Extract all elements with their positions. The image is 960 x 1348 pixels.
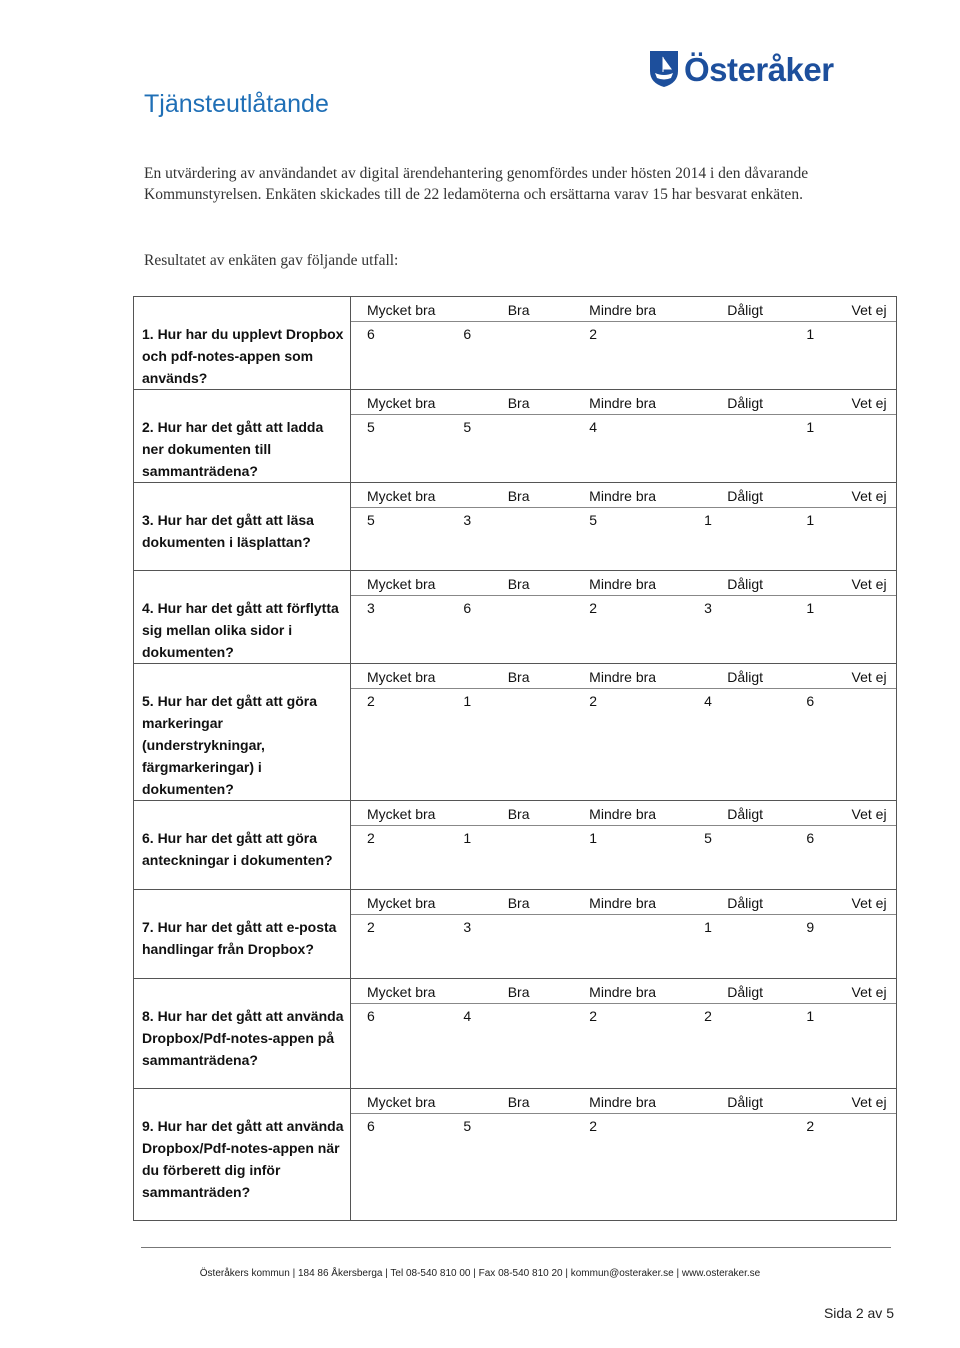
rating-header: Mindre bra bbox=[589, 806, 657, 822]
rating-value: 2 bbox=[367, 919, 375, 935]
rating-header: Vet ej bbox=[851, 895, 887, 911]
table-row bbox=[134, 890, 897, 979]
rating-values-row bbox=[351, 596, 896, 618]
rating-header: Bra bbox=[507, 488, 530, 504]
footer-divider bbox=[141, 1247, 891, 1248]
rating-header: Mindre bra bbox=[589, 576, 657, 592]
rating-header: Bra bbox=[507, 395, 530, 411]
document-title: Tjänsteutlåtande bbox=[144, 90, 329, 118]
rating-value: 2 bbox=[589, 1118, 598, 1134]
rating-header-row bbox=[351, 297, 896, 322]
table-row bbox=[134, 801, 897, 890]
rating-header-row bbox=[351, 1089, 896, 1114]
rating-header-row bbox=[351, 664, 896, 689]
rating-header: Mycket bra bbox=[367, 302, 436, 318]
intro-paragraph: En utvärdering av användandet av digital ärendehantering genomfördes under hösten 2014 i den dåvarande Kommunstyrelsen. Enkäten skickades till de 22 ledamöterna och ersättarna varav 15 har besvarat enkäten. bbox=[144, 165, 809, 203]
rating-value: 1 bbox=[704, 919, 712, 935]
footer-contact: Österåkers kommun | 184 86 Åkersberga | Tel 08-540 810 00 | Fax 08-540 810 20 | kommun@osteraker.se | www.osteraker.se bbox=[199, 1268, 761, 1279]
rating-values-row bbox=[351, 415, 896, 437]
rating-header: Mycket bra bbox=[367, 895, 436, 911]
question-cell: 4. Hur har det gått att förflytta sig mellan olika sidor i dokumenten? bbox=[134, 571, 351, 664]
rating-header: Bra bbox=[507, 895, 530, 911]
rating-header-row bbox=[351, 483, 896, 508]
rating-header: Mycket bra bbox=[367, 1094, 436, 1110]
table-row bbox=[134, 979, 897, 1089]
rating-header: Vet ej bbox=[851, 395, 887, 411]
rating-header: Vet ej bbox=[851, 576, 887, 592]
table-row bbox=[134, 571, 897, 664]
rating-header-row bbox=[351, 890, 896, 915]
question-cell: 5. Hur har det gått att göra markeringar (understrykningar, färgmarkeringar) i dokumenten? bbox=[134, 664, 351, 801]
rating-header: Mycket bra bbox=[367, 488, 436, 504]
rating-value: 3 bbox=[704, 600, 712, 616]
rating-value: 5 bbox=[704, 830, 712, 846]
answer-cell bbox=[351, 483, 897, 571]
rating-value: 1 bbox=[806, 600, 815, 616]
rating-header: Bra bbox=[507, 302, 530, 318]
question-cell: 7. Hur har det gått att e-posta handlingar från Dropbox? bbox=[134, 890, 351, 979]
rating-header: Dåligt bbox=[727, 669, 764, 685]
rating-value: 4 bbox=[704, 693, 712, 709]
rating-header: Bra bbox=[507, 1094, 530, 1110]
answer-cell bbox=[351, 1089, 897, 1221]
rating-header: Mindre bra bbox=[589, 1094, 657, 1110]
rating-header: Dåligt bbox=[727, 895, 764, 911]
rating-header: Mindre bra bbox=[589, 395, 657, 411]
table-row bbox=[134, 483, 897, 571]
rating-header: Dåligt bbox=[727, 395, 764, 411]
rating-value: 1 bbox=[806, 512, 815, 528]
rating-values-row bbox=[351, 322, 896, 344]
rating-value: 4 bbox=[589, 419, 598, 435]
rating-value: 2 bbox=[704, 1008, 712, 1024]
table-row bbox=[134, 297, 897, 390]
rating-value: 2 bbox=[806, 1118, 815, 1134]
rating-header: Bra bbox=[507, 576, 530, 592]
answer-cell bbox=[351, 571, 897, 664]
rating-value: 2 bbox=[589, 1008, 598, 1024]
rating-values-row bbox=[351, 689, 896, 711]
rating-header: Mycket bra bbox=[367, 669, 436, 685]
rating-value: 2 bbox=[367, 693, 375, 709]
table-row bbox=[134, 390, 897, 483]
rating-value: 3 bbox=[463, 919, 472, 935]
rating-header-row bbox=[351, 571, 896, 596]
rating-value: 6 bbox=[367, 326, 375, 342]
rating-value: 6 bbox=[367, 1118, 375, 1134]
rating-header: Dåligt bbox=[727, 806, 764, 822]
rating-header: Bra bbox=[507, 984, 530, 1000]
answer-cell bbox=[351, 390, 897, 483]
rating-value: 9 bbox=[806, 919, 815, 935]
rating-values-row bbox=[351, 915, 896, 937]
rating-header: Dåligt bbox=[727, 302, 764, 318]
rating-values-row bbox=[351, 508, 896, 530]
answer-cell bbox=[351, 979, 897, 1089]
rating-header: Vet ej bbox=[851, 488, 887, 504]
rating-values-row bbox=[351, 826, 896, 848]
rating-value: 1 bbox=[704, 512, 712, 528]
rating-header: Mindre bra bbox=[589, 895, 657, 911]
rating-value: 3 bbox=[463, 512, 472, 528]
logo-text: Österåker bbox=[684, 50, 834, 88]
rating-values-row bbox=[351, 1004, 896, 1026]
rating-header-row bbox=[351, 801, 896, 826]
answer-cell bbox=[351, 664, 897, 801]
answer-cell bbox=[351, 801, 897, 890]
question-cell: 1. Hur har du upplevt Dropbox och pdf-notes-appen som används? bbox=[134, 297, 351, 390]
rating-values-row bbox=[351, 1114, 896, 1136]
table-row bbox=[134, 1089, 897, 1221]
answer-cell bbox=[351, 297, 897, 390]
rating-header: Dåligt bbox=[727, 1094, 764, 1110]
question-cell: 3. Hur har det gått att läsa dokumenten i läsplattan? bbox=[134, 483, 351, 571]
question-cell: 9. Hur har det gått att använda Dropbox/Pdf-notes-appen när du förberett dig inför sammanträden? bbox=[134, 1089, 351, 1221]
rating-value: 6 bbox=[463, 326, 472, 342]
rating-header: Dåligt bbox=[727, 576, 764, 592]
rating-header: Vet ej bbox=[851, 984, 887, 1000]
rating-value: 3 bbox=[367, 600, 375, 616]
rating-header: Dåligt bbox=[727, 984, 764, 1000]
rating-value: 5 bbox=[463, 419, 472, 435]
rating-header: Mycket bra bbox=[367, 984, 436, 1000]
rating-header: Mindre bra bbox=[589, 669, 657, 685]
rating-value: 1 bbox=[806, 419, 815, 435]
question-cell: 2. Hur har det gått att ladda ner dokumenten till sammanträdena? bbox=[134, 390, 351, 483]
survey-results-table bbox=[133, 296, 897, 1221]
rating-header: Mindre bra bbox=[589, 984, 657, 1000]
rating-value: 2 bbox=[589, 693, 598, 709]
rating-value: 2 bbox=[367, 830, 375, 846]
rating-header-row bbox=[351, 979, 896, 1004]
municipality-logo bbox=[648, 44, 834, 94]
question-cell: 6. Hur har det gått att göra anteckningar i dokumenten? bbox=[134, 801, 351, 890]
rating-header: Mycket bra bbox=[367, 395, 436, 411]
rating-value: 4 bbox=[463, 1008, 472, 1024]
rating-header: Mindre bra bbox=[589, 488, 657, 504]
rating-value: 5 bbox=[589, 512, 598, 528]
rating-header: Mycket bra bbox=[367, 806, 436, 822]
rating-value: 2 bbox=[589, 600, 598, 616]
rating-header: Vet ej bbox=[851, 806, 887, 822]
page-number: Sida 2 av 5 bbox=[823, 1305, 894, 1321]
rating-header-row bbox=[351, 390, 896, 415]
rating-value: 6 bbox=[806, 693, 815, 709]
rating-header: Vet ej bbox=[851, 1094, 887, 1110]
rating-header: Bra bbox=[507, 806, 530, 822]
rating-value: 5 bbox=[463, 1118, 472, 1134]
rating-value: 1 bbox=[806, 1008, 815, 1024]
rating-header: Vet ej bbox=[851, 669, 887, 685]
rating-header: Bra bbox=[507, 669, 530, 685]
rating-value: 1 bbox=[806, 326, 815, 342]
rating-value: 1 bbox=[463, 693, 472, 709]
table-row bbox=[134, 664, 897, 801]
results-lead: Resultatet av enkäten gav följande utfall: bbox=[144, 252, 399, 269]
rating-value: 6 bbox=[367, 1008, 375, 1024]
rating-value: 6 bbox=[806, 830, 815, 846]
rating-header: Mindre bra bbox=[589, 302, 657, 318]
rating-value: 1 bbox=[589, 830, 598, 846]
rating-header: Dåligt bbox=[727, 488, 764, 504]
answer-cell bbox=[351, 890, 897, 979]
rating-value: 1 bbox=[463, 830, 472, 846]
rating-value: 2 bbox=[589, 326, 598, 342]
shield-icon bbox=[648, 49, 680, 89]
rating-value: 5 bbox=[367, 512, 375, 528]
rating-header: Mycket bra bbox=[367, 576, 436, 592]
question-cell: 8. Hur har det gått att använda Dropbox/Pdf-notes-appen på sammanträdena? bbox=[134, 979, 351, 1089]
rating-value: 5 bbox=[367, 419, 375, 435]
rating-value: 6 bbox=[463, 600, 472, 616]
rating-header: Vet ej bbox=[851, 302, 887, 318]
